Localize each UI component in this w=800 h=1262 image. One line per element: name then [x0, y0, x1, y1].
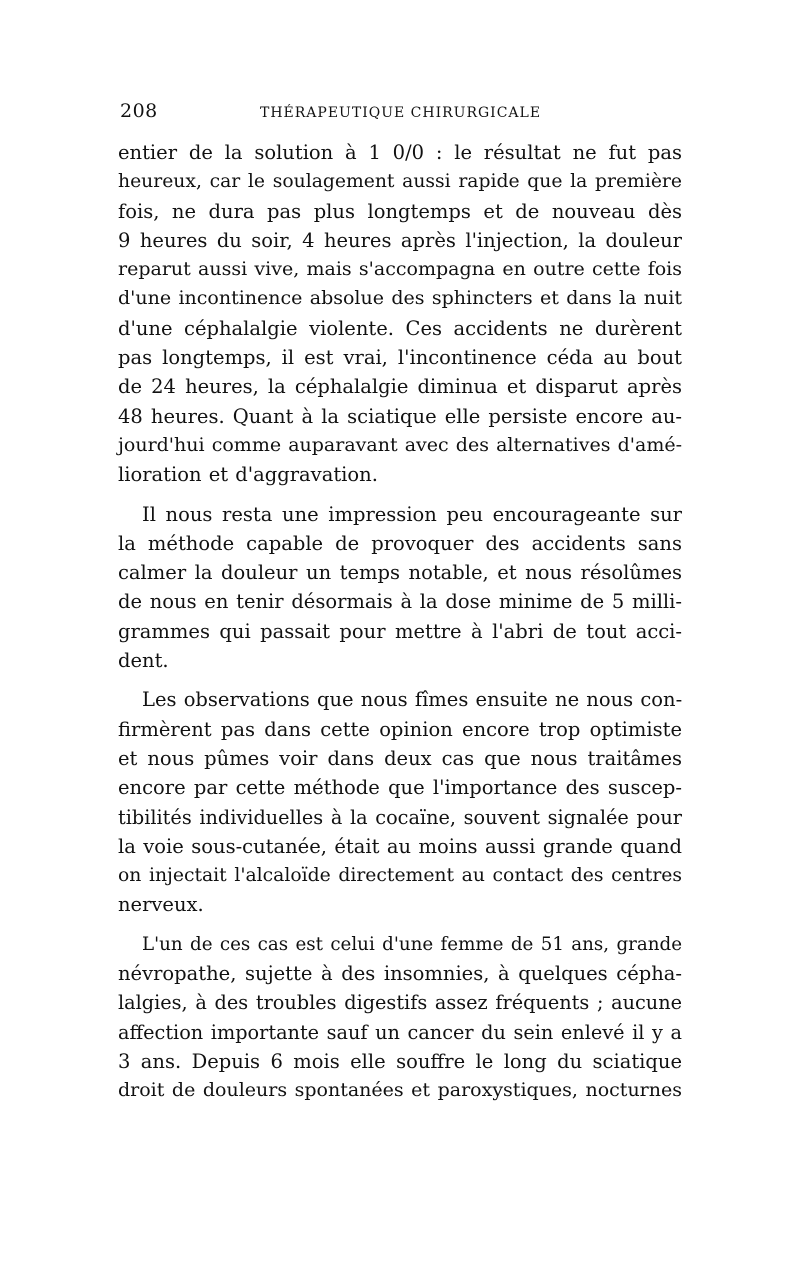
text-line: on injectait l'alcaloïde directement au contact des centres: [118, 865, 682, 887]
text-line: 48 heures. Quant à la sciatique elle persiste encore au-: [118, 404, 682, 428]
text-line: d'une céphalalgie violente. Ces accidents ne durèrent: [118, 316, 682, 340]
text-line: firmèrent pas dans cette opinion encore trop optimiste: [118, 717, 682, 741]
text-line: dent.: [118, 649, 169, 673]
book-page: [118, 98, 682, 1106]
text-line: jourd'hui comme auparavant avec des alternatives d'amé-: [118, 433, 682, 456]
paragraph-1: [118, 138, 682, 490]
text-line: nerveux.: [118, 893, 204, 917]
text-line: grammes qui passait pour mettre à l'abri de tout acci-: [118, 619, 682, 643]
paragraph-2: [118, 500, 682, 676]
text-line: Il nous resta une impression peu encourageante sur: [142, 502, 682, 526]
paragraph-4: [118, 930, 682, 1106]
text-line: tibilités individuelles à la cocaïne, souvent signalée pour: [118, 805, 682, 829]
text-line: lalgies, à des troubles digestifs assez fréquents ; aucune: [118, 991, 682, 1015]
text-line: heureux, car le soulagement aussi rapide que la première: [118, 171, 682, 193]
text-line: affection importante sauf un cancer du sein enlevé il y a: [118, 1020, 682, 1044]
running-title: THÉRAPEUTIQUE CHIRURGICALE: [260, 105, 542, 121]
text-line: de 24 heures, la céphalalgie diminua et disparut après: [118, 375, 682, 399]
running-head: [118, 98, 682, 138]
paragraph-3: [118, 685, 682, 919]
text-line: de nous en tenir désormais à la dose minime de 5 milli-: [118, 590, 682, 614]
text-line: droit de douleurs spontanées et paroxystiques, nocturnes: [118, 1079, 682, 1102]
text-line: lioration et d'aggravation.: [118, 463, 378, 487]
text-line: 3 ans. Depuis 6 mois elle souffre le long du sciatique: [118, 1049, 682, 1073]
text-line: d'une incontinence absolue des sphincters et dans la nuit: [118, 287, 682, 310]
text-line: fois, ne dura pas plus longtemps et de nouveau dès: [118, 199, 682, 223]
text-line: reparut aussi vive, mais s'accompagna en outre cette fois: [118, 258, 682, 281]
text-line: encore par cette méthode que l'importance des suscep-: [118, 776, 682, 800]
text-line: 9 heures du soir, 4 heures après l'injection, la douleur: [118, 228, 682, 252]
text-line: pas longtemps, il est vrai, l'incontinence céda au bout: [118, 346, 682, 370]
text-line: la voie sous-cutanée, était au moins aussi grande quand: [118, 834, 682, 858]
page-number: 208: [120, 100, 158, 122]
text-line: névropathe, sujette à des insomnies, à quelques cépha-: [118, 962, 682, 986]
text-line: L'un de ces cas est celui d'une femme de 51 ans, grande: [142, 933, 682, 955]
text-line: entier de la solution à 1 0/0 : le résultat ne fut pas: [118, 141, 682, 164]
text-line: et nous pûmes voir dans deux cas que nous traitâmes: [118, 746, 682, 770]
text-line: calmer la douleur un temps notable, et nous résolûmes: [118, 561, 682, 585]
text-line: Les observations que nous fîmes ensuite ne nous con-: [142, 688, 683, 712]
text-line: la méthode capable de provoquer des accidents sans: [118, 531, 682, 555]
